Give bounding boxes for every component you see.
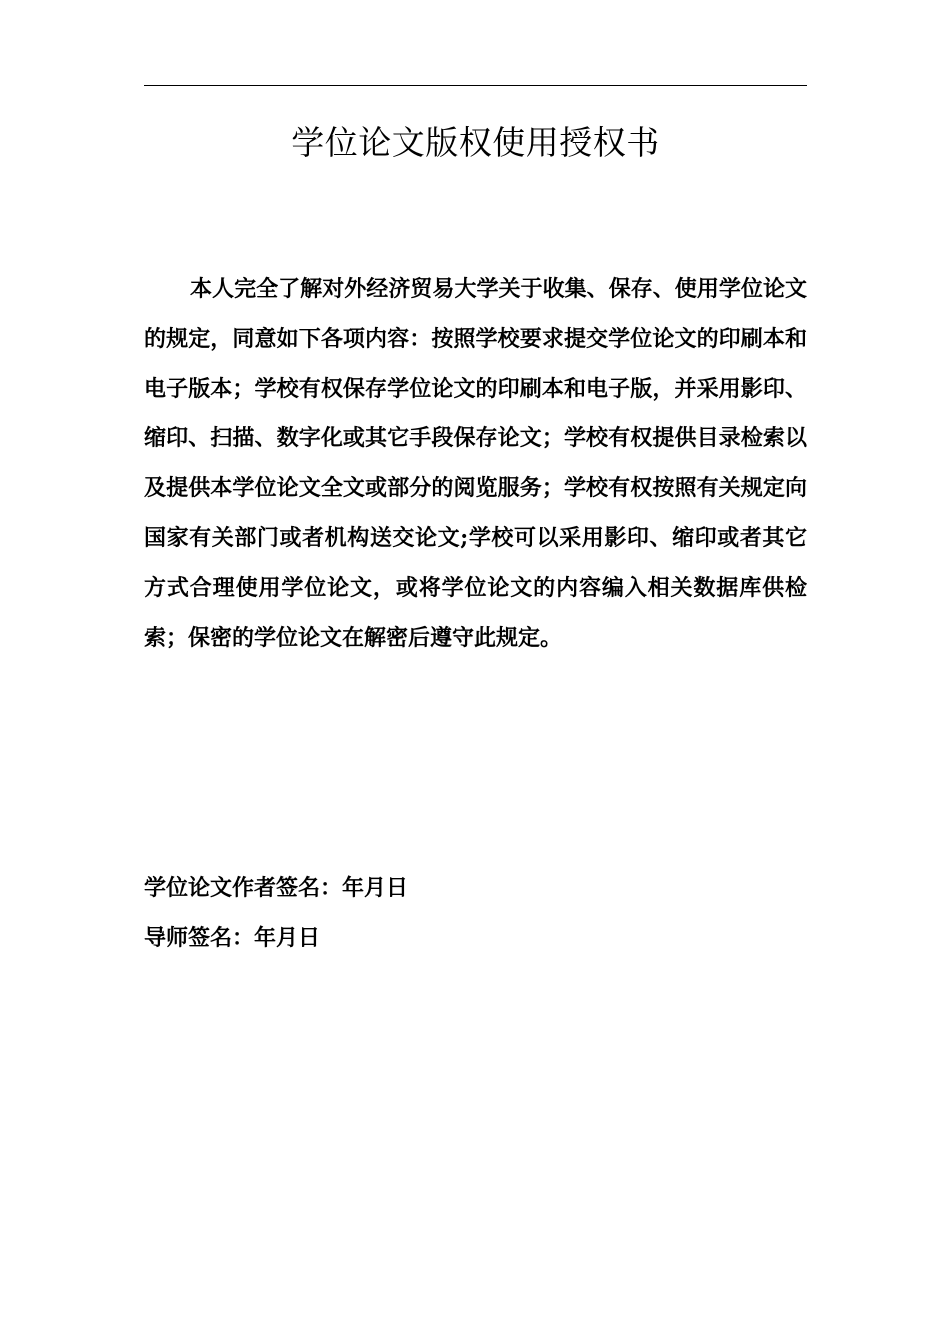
document-title: 学位论文版权使用授权书 xyxy=(291,123,660,162)
authorization-paragraph: 本人完全了解对外经济贸易大学关于收集、保存、使用学位论文的规定，同意如下各项内容：按照学校要求提交学位论文的印刷本和电子版本；学校有权保存学位论文的印刷本和电子版，并采用影印、缩印、扫描、数字化或其它手段保存论文；学校有权提供目录检索以及提供本学位论文全文或部分的阅览服务；学校有权按照有关规定向国家有关部门或者机构送交论文;学校可以采用影印、缩印或者其它方式合理使用学位论文，或将学位论文的内容编入相关数据库供检索；保密的学位论文在解密后遵守此规定。 xyxy=(144,276,807,651)
author-signature-line: 学位论文作者签名：年月日 xyxy=(144,875,409,901)
header-rule xyxy=(144,85,807,86)
advisor-signature-line: 导师签名：年月日 xyxy=(144,925,321,951)
